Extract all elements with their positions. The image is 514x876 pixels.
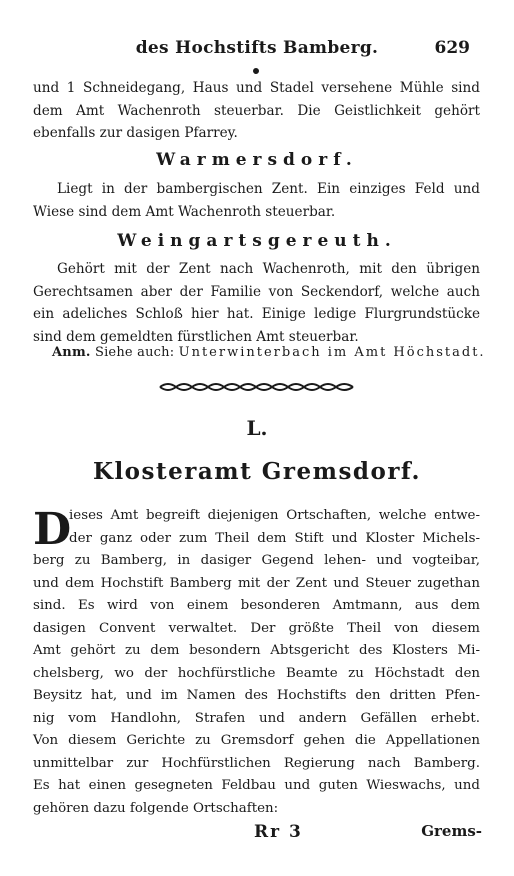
divider-ornament: [158, 381, 355, 393]
entry-heading-weingartsgereuth: Weingartsgereuth.: [117, 231, 397, 251]
text-line: sind. Es wird von einem besonderen Amtmann, aus dem: [33, 598, 480, 613]
text-line: Es hat einen gesegneten Feldbau und guten Wieswachs, und: [33, 778, 480, 793]
signature-mark: Rr 3: [254, 822, 303, 842]
section-title: Klosteramt Gremsdorf.: [92, 458, 422, 485]
printers-dot: [253, 68, 259, 74]
text-line: nig vom Handlohn, Strafen und andern Gefällen erhebt.: [33, 710, 480, 726]
text-line: dasigen Convent verwaltet. Der größte Theil von diesem: [33, 620, 480, 636]
text-line: ein adeliches Schloß hier hat. Einige ledige Flurgrundstücke: [33, 306, 480, 322]
text-line: gehören dazu folgende Ortschaften:: [33, 800, 279, 816]
text-line: Liegt in der bambergischen Zent. Ein einziges Feld und: [57, 181, 480, 197]
text-line: Gehört mit der Zent nach Wachenroth, mit den übrigen: [57, 261, 480, 277]
note-prefix: Anm.: [52, 345, 91, 360]
text-line: unmittelbar zur Hochfürstlichen Regierung nach Bamberg.: [33, 755, 480, 771]
entry-heading-warmersdorf: Warmersdorf.: [156, 150, 358, 170]
text-line: ebenfalls zur dasigen Pfarrey.: [33, 125, 238, 141]
running-title: des Hochstifts Bamberg.: [135, 38, 379, 58]
text-line: Von diesem Gerichte zu Gremsdorf gehen die Appellationen: [33, 733, 480, 748]
text-line: Wiese sind dem Amt Wachenroth steuerbar.: [33, 203, 336, 220]
entry-text-weingartsgereuth: [33, 258, 480, 348]
note-reference: Unterwinterbach im Amt Höchstadt.: [178, 345, 486, 360]
text-line: sind dem gemeldten fürstlichen Amt steuerbar.: [33, 328, 359, 345]
text-line: Gerechtsamen aber der Familie von Seckendorf, welche auch: [33, 283, 480, 300]
page-number: 629: [434, 38, 470, 58]
catchword: Grems-: [421, 822, 482, 840]
page-header: [0, 38, 514, 62]
text-line: dem Amt Wachenroth steuerbar. Die Geistlichkeit gehört: [33, 102, 480, 119]
text-line: und 1 Schneidegang, Haus und Stadel versehene Mühle sind: [33, 80, 480, 96]
drop-cap: D: [33, 504, 72, 555]
annotation-note: [52, 345, 486, 360]
text-line: ieses Amt begreift diejenigen Ortschaften, welche entwe-: [69, 508, 480, 523]
text-line: chelsberg, wo der hochfürstliche Beamte zu Höchstadt den: [33, 665, 480, 681]
text-line: der ganz oder zum Theil dem Stift und Kloster Michels-: [69, 530, 480, 546]
text-line: Beysitz hat, und im Namen des Hochstifts den dritten Pfen-: [33, 688, 480, 703]
page-footer: [0, 822, 514, 846]
main-paragraph: [33, 505, 480, 820]
entry-text-warmersdorf: [33, 178, 480, 223]
text-line: berg zu Bamberg, in dasiger Gegend lehen- und vogteibar,: [33, 553, 480, 568]
text-line: Amt gehört zu dem besondern Abtsgericht des Klosters Mi-: [33, 643, 480, 658]
note-text: Siehe auch:: [94, 345, 175, 360]
intro-paragraph: [33, 77, 480, 145]
section-letter: L.: [246, 416, 268, 440]
text-line: und dem Hochstift Bamberg mit der Zent und Steuer zugethan: [33, 575, 480, 591]
